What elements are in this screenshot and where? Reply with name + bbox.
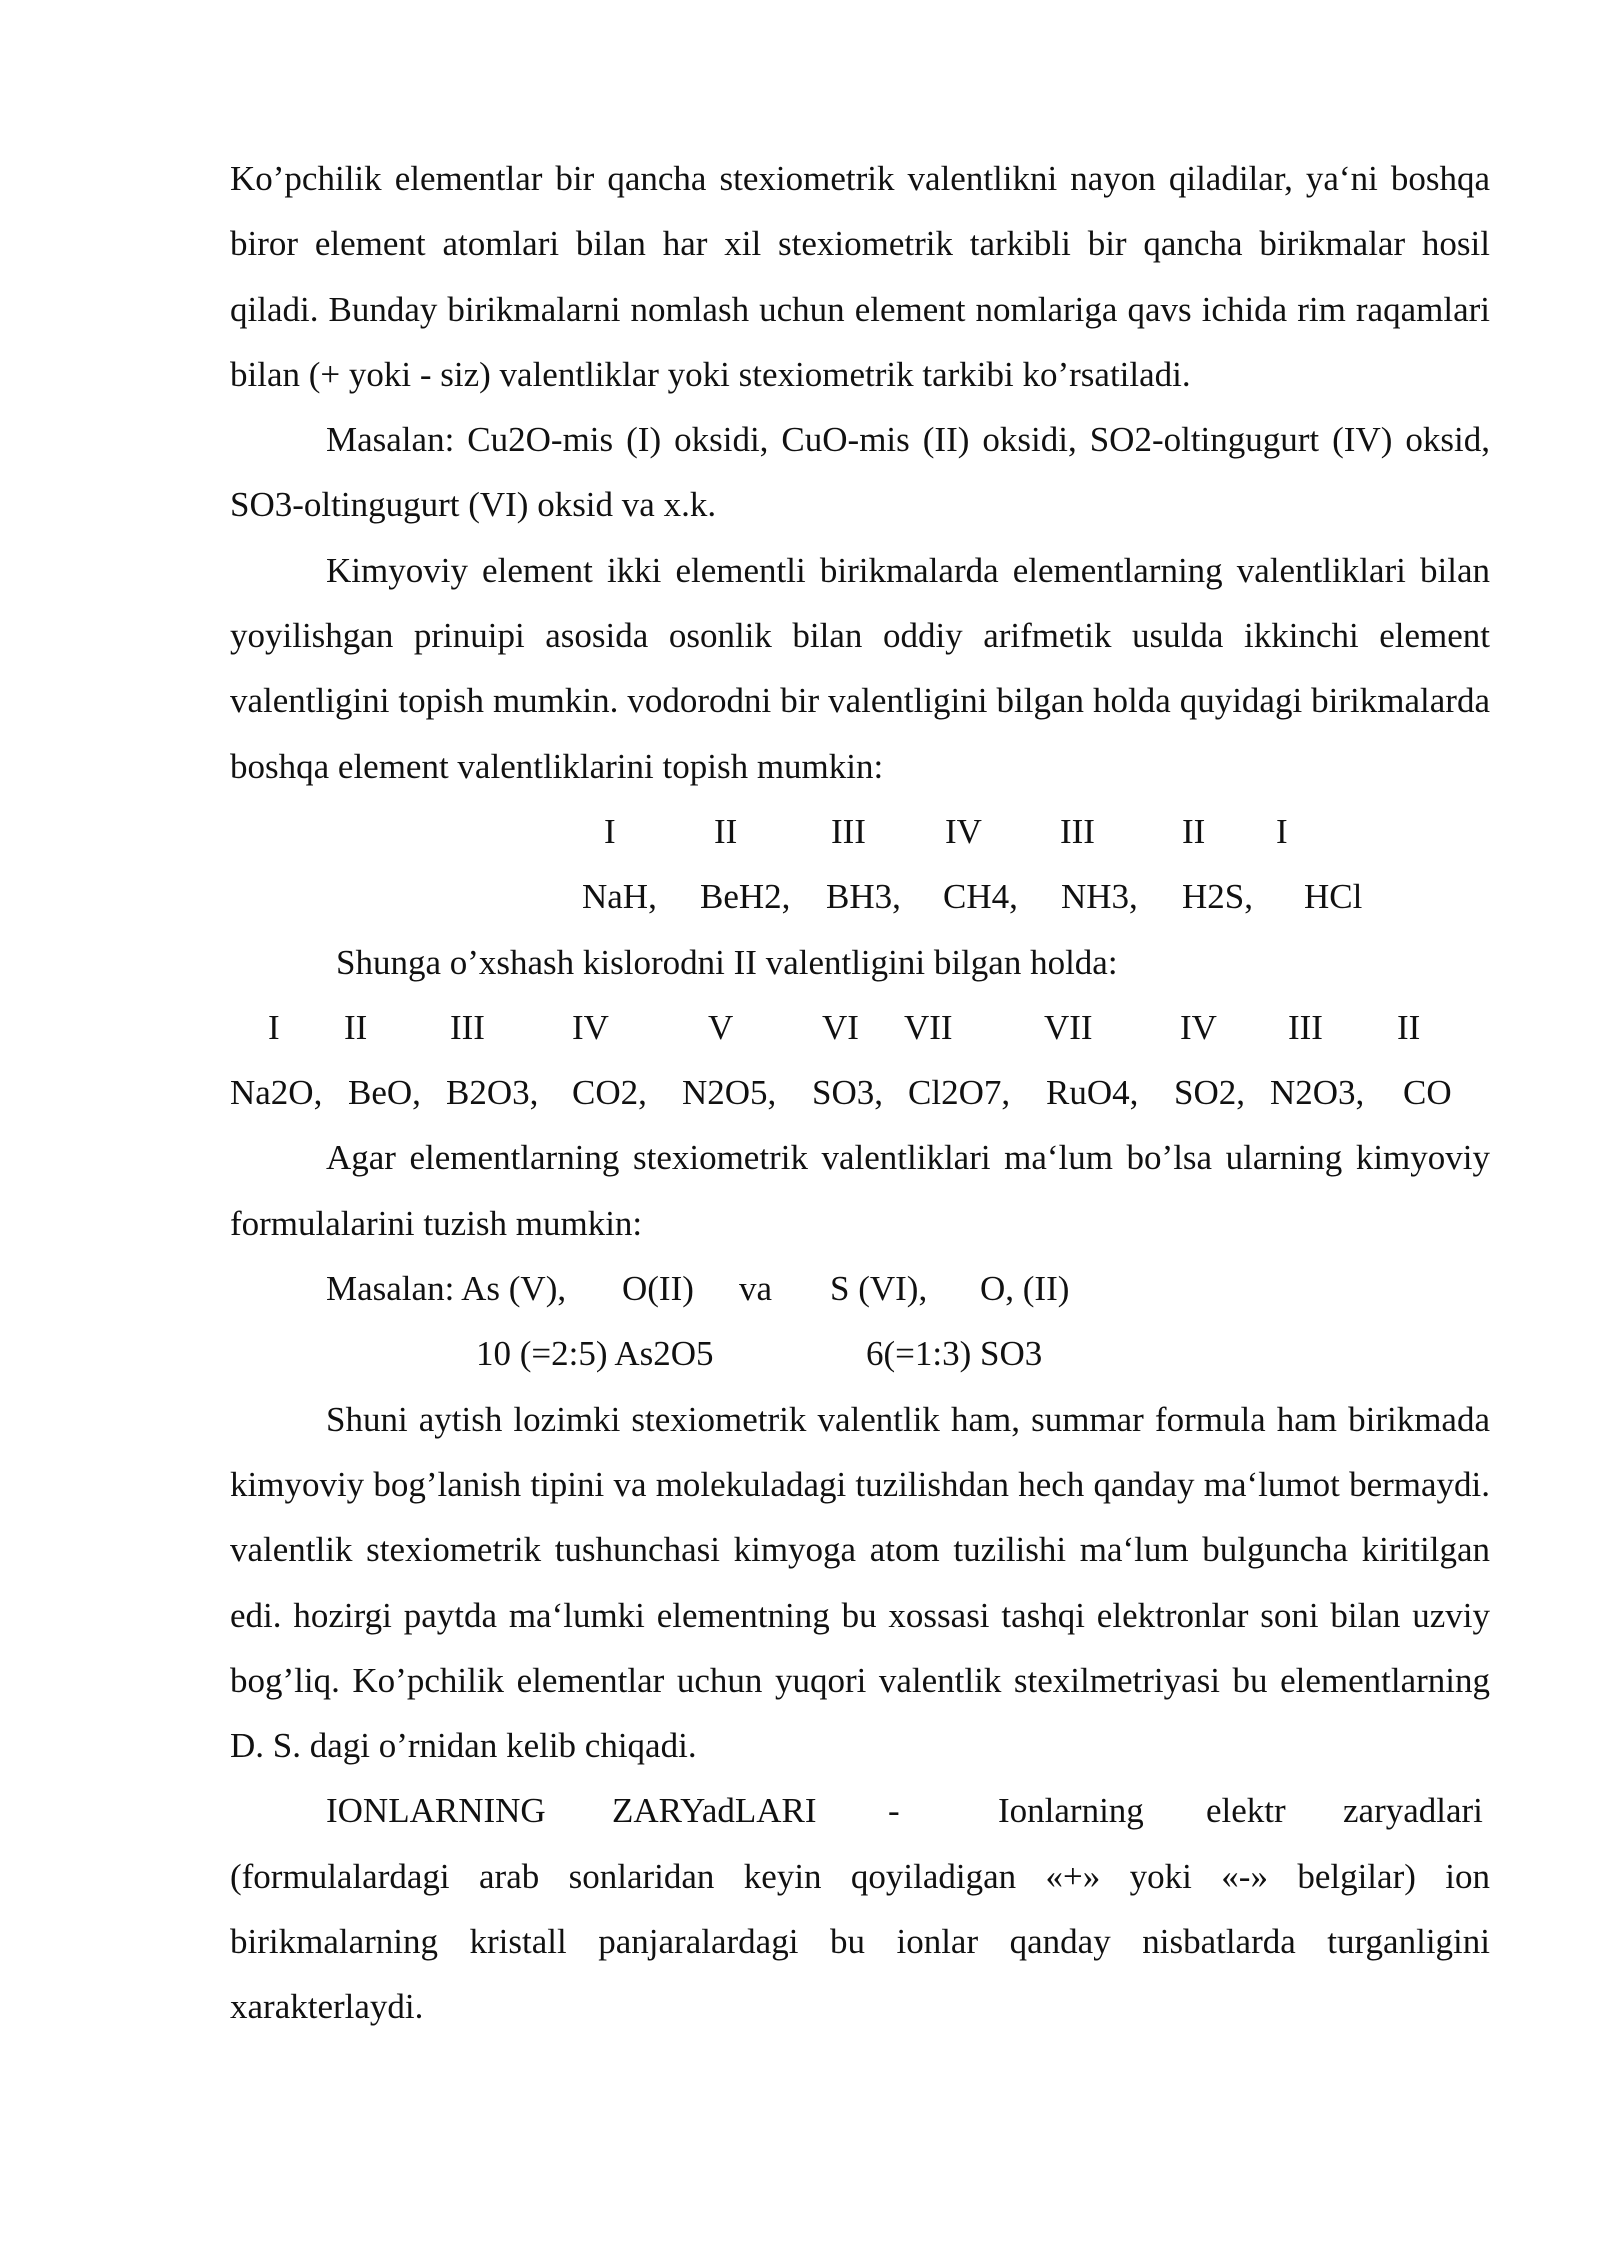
- valence-label: IV: [1180, 1007, 1217, 1047]
- heading-word: elektr: [1206, 1791, 1286, 1831]
- ion-charges-heading-row: [230, 1778, 1490, 1843]
- heading-word: zaryadlari: [1343, 1791, 1483, 1831]
- valence-label: III: [1288, 1007, 1323, 1047]
- valence-label: II: [344, 1007, 368, 1047]
- valence-label: VII: [1044, 1007, 1093, 1047]
- formula-label: SO2,: [1174, 1073, 1245, 1113]
- example-text: va: [739, 1269, 773, 1309]
- paragraph-7-continuation: (formulalardagi arab sonlaridan keyin qoyiladigan «+» yoki «-» belgilar) ion birikmalarning kristall panjaralardagi bu ionlar qanday nisbatlarda turganligini xarakterlaydi.: [230, 1856, 1490, 2027]
- example-text: S (VI),: [830, 1269, 928, 1309]
- example-text: 10 (=2:5) As2O5: [476, 1334, 714, 1374]
- section-heading: ZARYadLARI: [612, 1791, 817, 1831]
- formula-label: Na2O,: [230, 1073, 323, 1113]
- example-text: O(II): [622, 1269, 694, 1309]
- formula-label: BeH2,: [700, 877, 791, 917]
- heading-dash: -: [888, 1791, 900, 1831]
- formula-label: RuO4,: [1046, 1073, 1139, 1113]
- formula-label: CO2,: [572, 1073, 647, 1113]
- valence-label: VII: [904, 1007, 953, 1047]
- valence-label: II: [1182, 811, 1206, 851]
- paragraph-3: Kimyoviy element ikki elementli birikmalarda elementlarning valentliklari bilan yoyilishgan prinuipi asosida osonlik bilan oddiy arifmetik usulda ikkinchi element valentligini topish mumkin. vodorodni bir valentligini bilgan holda quyidagi birikmalarda boshqa element valentliklarini topish mumkin:: [230, 550, 1490, 786]
- paragraph-2: Masalan: Cu2O-mis (I) oksidi, CuO-mis (II) oksidi, SO2-oltingugurt (IV) oksid, SO3-oltingugurt (VI) oksid va x.k.: [230, 420, 1490, 525]
- formula-label: Cl2O7,: [908, 1073, 1011, 1113]
- formula-label: N2O3,: [1270, 1073, 1365, 1113]
- heading-word: Ionlarning: [998, 1791, 1144, 1831]
- example-text: 6(=1:3) SO3: [866, 1334, 1043, 1374]
- hydride-valence-row: [230, 799, 1490, 864]
- formula-label: HCl: [1304, 877, 1363, 917]
- formula-label: B2O3,: [446, 1073, 539, 1113]
- text-block: [230, 146, 1490, 2040]
- formula-label: NH3,: [1061, 877, 1138, 917]
- formula-label: CO: [1403, 1073, 1452, 1113]
- paragraph-4: Shunga o’xshash kislorodni II valentligini bilgan holda:: [336, 942, 1118, 982]
- formula-label: BeO,: [348, 1073, 421, 1113]
- valence-label: I: [268, 1007, 280, 1047]
- valence-label: VI: [822, 1007, 859, 1047]
- valence-label: I: [1276, 811, 1288, 851]
- valence-label: III: [450, 1007, 485, 1047]
- example-row-2: [230, 1321, 1490, 1386]
- paragraph-5: Agar elementlarning stexiometrik valentliklari ma‘lum bo’lsa ularning kimyoviy formulalarini tuzish mumkin:: [230, 1138, 1490, 1243]
- paragraph-1: Ko’pchilik elementlar bir qancha stexiometrik valentlikni nayon qiladilar, ya‘ni boshqa biror element atomlari bilan har xil stexiometrik tarkibli bir qancha birikmalar hosil qiladi. Bunday birikmalarni nomlash uchun element nomlariga qavs ichida rim raqamlari bilan (+ yoki - siz) valentliklar yoki stexiometrik tarkibi ko’rsatiladi.: [230, 159, 1490, 394]
- valence-label: IV: [945, 811, 982, 851]
- valence-label: II: [714, 811, 738, 851]
- formula-label: CH4,: [943, 877, 1018, 917]
- section-heading: IONLARNING: [326, 1791, 546, 1831]
- valence-label: III: [1060, 811, 1095, 851]
- oxide-intro-row: [230, 930, 1490, 995]
- paragraph-6: Shuni aytish lozimki stexiometrik valentlik ham, summar formula ham birikmada kimyoviy bog’lanish tipini va molekuladagi tuzilishdan hech qanday ma‘lumot bermaydi. valentlik stexiometrik tushunchasi kimyoga atom tuzilishi ma‘lum bulguncha kiritilgan edi. hozirgi paytda ma‘lumki elementning bu xossasi tashqi elektronlar soni bilan uzviy bog’liq. Ko’pchilik elementlar uchun yuqori valentlik stexilmetriyasi bu elementlarning D. S. dagi o’rnidan kelib chiqadi.: [230, 1399, 1490, 1766]
- valence-label: II: [1397, 1007, 1421, 1047]
- oxide-valence-row: [230, 995, 1490, 1060]
- formula-label: N2O5,: [682, 1073, 777, 1113]
- formula-label: NaH,: [582, 877, 657, 917]
- hydride-formula-row: [230, 864, 1490, 929]
- valence-label: I: [604, 811, 616, 851]
- valence-label: IV: [572, 1007, 609, 1047]
- oxide-formula-row: [230, 1060, 1490, 1125]
- formula-label: SO3,: [812, 1073, 883, 1113]
- valence-label: V: [708, 1007, 734, 1047]
- example-text: Masalan: As (V),: [326, 1269, 567, 1309]
- valence-label: III: [831, 811, 866, 851]
- example-row-1: [230, 1256, 1490, 1321]
- example-text: O, (II): [980, 1269, 1070, 1309]
- formula-label: H2S,: [1182, 877, 1253, 917]
- formula-label: BH3,: [826, 877, 901, 917]
